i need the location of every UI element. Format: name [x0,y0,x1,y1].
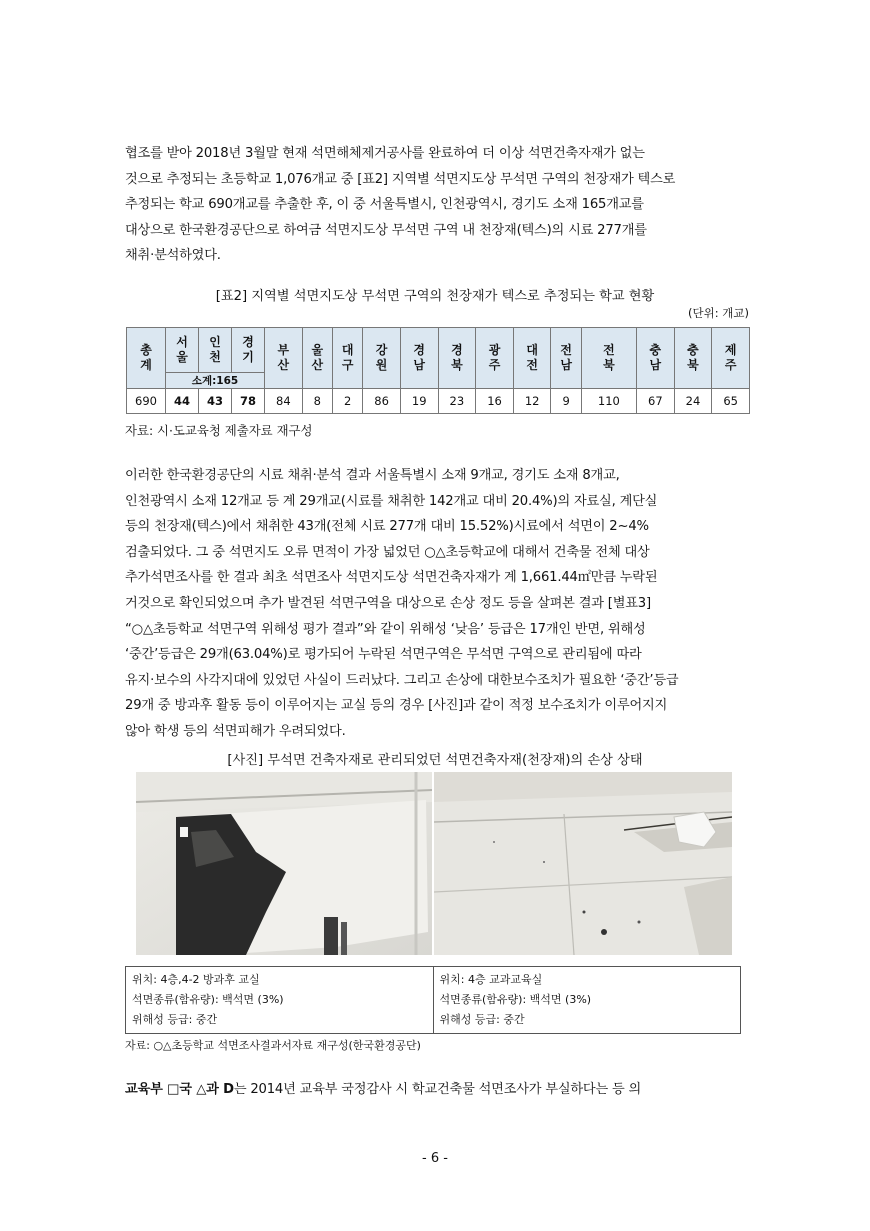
value-cell: 8 [302,389,332,414]
value-cell: 67 [637,389,675,414]
value-cell: 78 [232,389,265,414]
body-line: 29개 중 방과후 활동 등이 이루어지는 교실 등의 경우 [사진]과 같이 적정 보수조치가 이루어지지 [125,698,668,714]
info-location: 위치: 4층,4-2 방과후 교실 [132,973,260,986]
value-cell: 9 [551,389,581,414]
table2-caption: [표2] 지역별 석면지도상 무석면 구역의 천장재가 텍스로 추정되는 학교 현황 [215,289,655,304]
photo-caption: [사진] 무석면 건축자재로 관리되었던 석면건축자재(천장재)의 손상 상태 [227,753,643,768]
table2-unit: (단위: 개교) [688,306,749,320]
page-number: - 6 - [422,1151,448,1166]
last-para-bold: 교육부 □국 △과 D [125,1082,234,1097]
table-value-row [127,389,750,414]
header-cell: 전 남 [551,328,581,389]
value-cell: 16 [476,389,514,414]
header-cell: 경 북 [438,328,476,389]
intro-line: 추정되는 학교 690개교를 추출한 후, 이 중 서울특별시, 인천광역시, 경기도 소재 165개교를 [125,197,644,213]
header-cell: 울 산 [302,328,332,389]
body-paragraph [125,463,750,745]
header-cell: 대 전 [513,328,551,389]
table-header-row [127,328,750,373]
photo-info-table [125,966,741,1034]
table2-source: 자료: 시·도교육청 제출자료 재구성 [125,423,313,438]
header-cell: 경 남 [400,328,438,389]
value-cell: 690 [127,389,166,414]
header-cell: 강 원 [363,328,401,389]
region-table [126,327,750,414]
body-line: 인천광역시 소재 12개교 등 계 29개교(시료를 채취한 142개교 대비 20.4%)의 자료실, 계단실 [125,493,658,509]
body-line: 거것으로 확인되었으며 추가 발견된 석면구역을 대상으로 손상 정도 등을 살펴본 결과 [별표3] [125,595,651,611]
body-line: “○△초등학교 석면구역 위해성 평가 결과”와 같이 위해성 ‘낮음’ 등급은 17개인 반면, 위해성 [125,621,646,637]
body-line: 검출되었다. 그 중 석면지도 오류 면적이 가장 넓었던 ○△초등학교에 대해서 건축물 전체 대상 [125,544,650,560]
header-cell: 충 북 [674,328,712,389]
info-location: 위치: 4층 교과교육실 [439,973,543,986]
header-cell: 부 산 [265,328,303,389]
info-asbestos-type: 석면종류(함유량): 백석면 (3%) [439,993,592,1006]
value-cell: 12 [513,389,551,414]
photo-info-right [433,967,741,1034]
header-cell: 경 기 [232,328,265,373]
value-cell: 19 [400,389,438,414]
photo-source: 자료: ○△초등학교 석면조사결과서자료 재구성(한국환경공단) [125,1039,421,1052]
intro-line: 것으로 추정되는 초등학교 1,076개교 중 [표2] 지역별 석면지도상 무석면 구역의 천장재가 텍스로 [125,171,676,187]
value-cell: 44 [166,389,199,414]
info-risk-grade: 위해성 등급: 중간 [132,1013,218,1026]
header-cell: 서 울 [166,328,199,373]
value-cell: 65 [712,389,750,414]
value-cell: 110 [581,389,636,414]
value-cell: 2 [332,389,362,414]
body-line: 않아 학생 등의 석면피해가 우려되었다. [125,723,346,739]
last-para-text: 는 2014년 교육부 국정감사 시 학교건축물 석면조사가 부실하다는 등 의 [233,1082,642,1097]
info-asbestos-type: 석면종류(함유량): 백석면 (3%) [132,993,284,1006]
value-cell: 43 [199,389,232,414]
last-paragraph [125,1077,750,1103]
intro-line: 협조를 받아 2018년 3월말 현재 석면해체제거공사를 완료하여 더 이상 석면건축자재가 없는 [125,146,645,161]
body-line: ‘중간’등급은 29개(63.04%)로 평가되어 누락된 석면구역은 무석면 구역으로 관리됨에 따라 [125,647,642,663]
header-cell: 총 계 [127,328,166,389]
ceiling-damage-photo-right [434,772,732,955]
header-cell: 충 남 [637,328,675,389]
info-risk-grade: 위해성 등급: 중간 [439,1013,525,1026]
header-cell: 광 주 [476,328,514,389]
intro-paragraph [125,141,750,269]
body-line: 등의 천장재(텍스)에서 채취한 43개(전체 시료 277개 대비 15.52%)시료에서 석면이 2~4% [125,519,649,535]
header-cell: 대 구 [332,328,362,389]
ceiling-damage-photo-left [136,772,432,955]
header-cell: 전 북 [581,328,636,389]
photo-info-left [126,967,434,1034]
header-cell: 인 천 [199,328,232,373]
body-line: 유지·보수의 사각지대에 있었던 사실이 드러났다. 그리고 손상에 대한보수조치가 필요한 ‘중간’등급 [125,672,679,688]
intro-line: 대상으로 한국환경공단으로 하여금 석면지도상 무석면 구역 내 천장재(텍스)의 시료 277개를 [125,222,647,238]
intro-line: 채취·분석하였다. [125,248,221,264]
body-line: 추가석면조사를 한 결과 최초 석면조사 석면지도상 석면건축자재가 계 1,661.44㎡만큼 누락된 [125,570,658,586]
header-cell: 제 주 [712,328,750,389]
subtotal-cell: 소계:165 [166,373,265,389]
value-cell: 86 [363,389,401,414]
value-cell: 84 [265,389,303,414]
value-cell: 23 [438,389,476,414]
body-line: 이러한 한국환경공단의 시료 채취·분석 결과 서울특별시 소재 9개교, 경기도 소재 8개교, [125,468,620,483]
value-cell: 24 [674,389,712,414]
